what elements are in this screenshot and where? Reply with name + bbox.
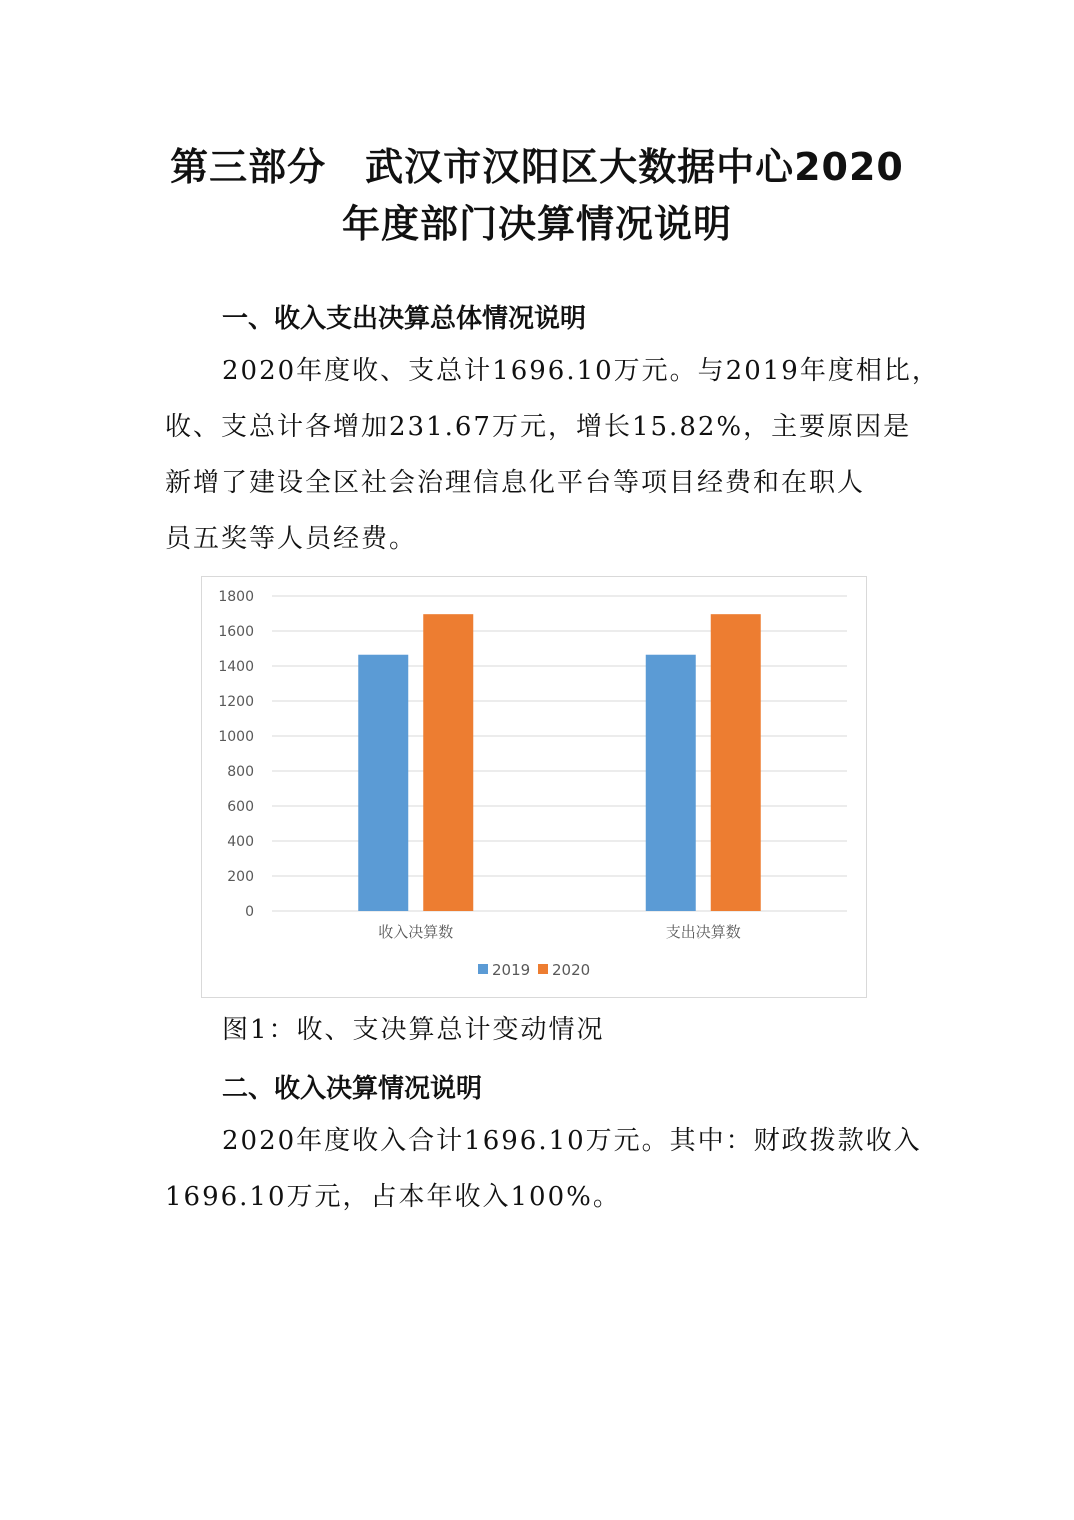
- y-tick-labels: [218, 589, 254, 920]
- section-1-line-3: 新增了建设全区社会治理信息化平台等项目经费和在职人: [165, 468, 866, 498]
- chart-legend: [478, 961, 590, 979]
- x-category-label-expense: 支出决算数: [665, 923, 741, 941]
- bar-expense-2019: [646, 655, 696, 911]
- section-1-line-1: 2020年度收、支总计1696.10万元。与2019年度相比，: [222, 356, 940, 386]
- y-tick-label-1000: 1000: [218, 729, 254, 745]
- section-2-line-1: 2020年度收入合计1696.10万元。其中：财政拨款收入: [222, 1126, 922, 1156]
- document-title-line-1: 第三部分 武汉市汉阳区大数据中心2020: [170, 145, 904, 189]
- legend-swatch-2019: [478, 964, 488, 974]
- bar-chart-frame: [201, 576, 867, 998]
- bar-layer: [358, 614, 761, 911]
- bar-income-2020: [423, 614, 473, 911]
- section-1-heading: 一、收入支出决算总体情况说明: [222, 304, 587, 334]
- x-category-label-income: 收入决算数: [378, 923, 454, 941]
- section-1-line-4: 员五奖等人员经费。: [165, 524, 418, 554]
- section-1-line-2: 收、支总计各增加231.67万元，增长15.82%，主要原因是: [165, 412, 912, 442]
- legend-swatch-2020: [538, 964, 548, 974]
- y-tick-label-800: 800: [227, 764, 254, 780]
- section-1-paragraph: [165, 343, 940, 567]
- y-tick-label-0: 0: [245, 904, 254, 920]
- section-2-line-2: 1696.10万元，占本年收入100%。: [165, 1182, 621, 1212]
- legend-label-2019: 2019: [492, 961, 531, 979]
- y-tick-label-1600: 1600: [218, 624, 254, 640]
- bar-expense-2020: [711, 614, 761, 911]
- section-2-paragraph: [165, 1113, 922, 1225]
- bar-income-2019: [358, 655, 408, 911]
- figure-caption: 图1：收、支决算总计变动情况: [222, 1015, 605, 1045]
- bar-chart: [202, 577, 866, 997]
- y-tick-label-600: 600: [227, 799, 254, 815]
- y-tick-label-1400: 1400: [218, 659, 254, 675]
- y-tick-label-200: 200: [227, 869, 254, 885]
- section-2-heading: 二、收入决算情况说明: [222, 1074, 483, 1104]
- y-tick-label-1200: 1200: [218, 694, 254, 710]
- x-category-labels: [378, 923, 741, 941]
- legend-label-2020: 2020: [552, 961, 591, 979]
- y-tick-label-400: 400: [227, 834, 254, 850]
- document-title-line-2: 年度部门决算情况说明: [341, 202, 732, 246]
- y-tick-label-1800: 1800: [218, 589, 254, 605]
